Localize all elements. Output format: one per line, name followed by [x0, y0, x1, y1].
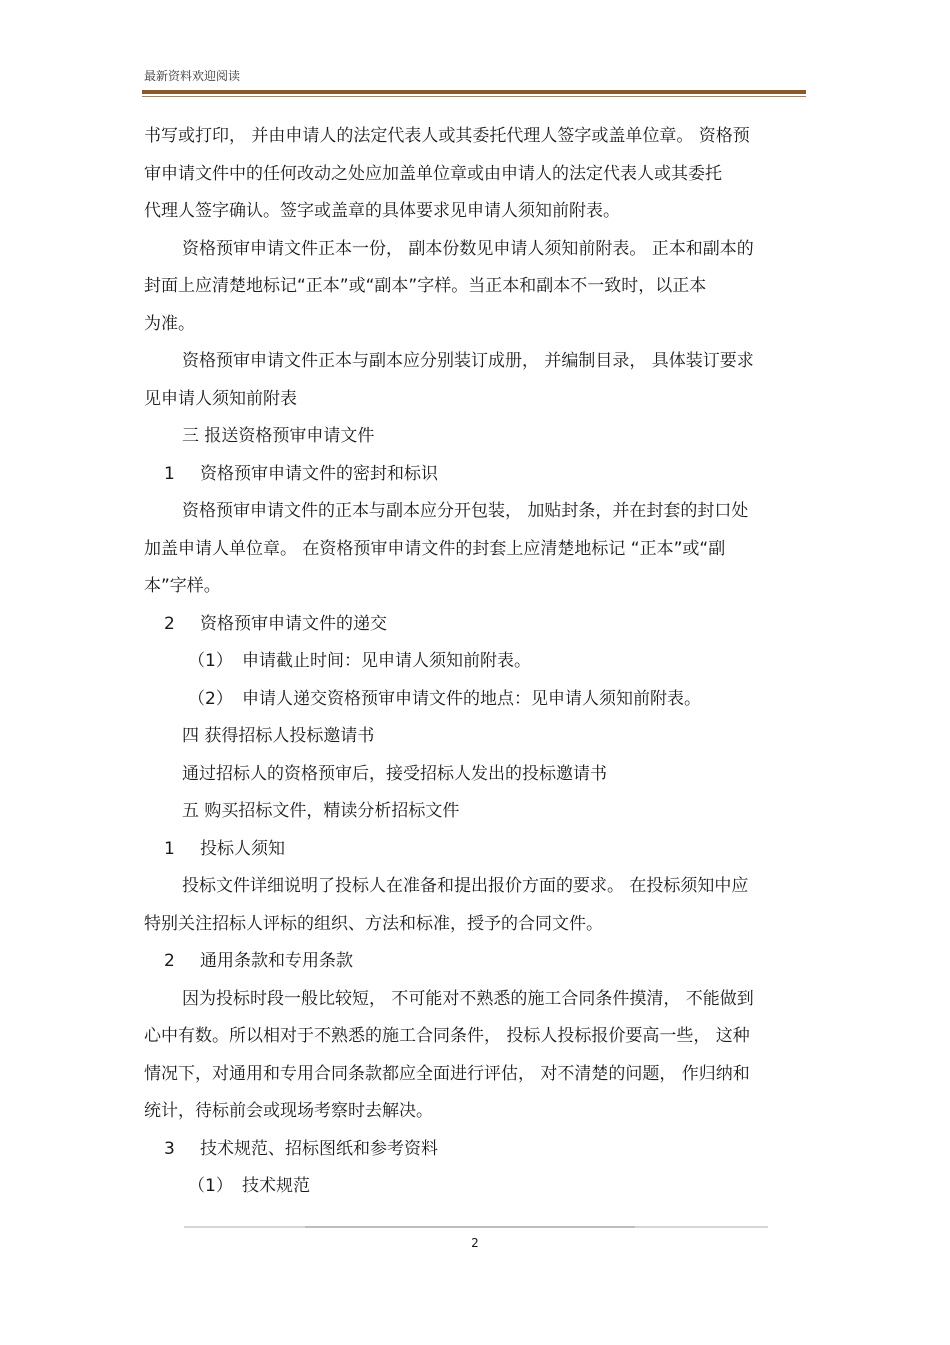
- paragraph-line: 见申请人须知前附表: [144, 388, 297, 409]
- paragraph-line: 代理人签字确认。签字或盖章的具体要求见申请人须知前附表。: [144, 201, 620, 221]
- paragraph-line: 本”字样。: [144, 576, 221, 596]
- sub-item: （1） 技术规范: [144, 1168, 808, 1206]
- numbered-heading: 1 资格预审申请文件的密封和标识: [144, 456, 808, 494]
- item-number: 3: [164, 1138, 175, 1159]
- paragraph-line: 因为投标时段一般比较短， 不可能对不熟悉的施工合同条件摸清， 不能做到: [182, 988, 754, 1009]
- paragraph-line: 资格预审申请文件正本与副本应分别装订成册， 并编制目录， 具体装订要求: [182, 351, 754, 371]
- item-number: 1: [164, 463, 175, 484]
- item-number: 2: [164, 951, 175, 971]
- paragraph-line: 为准。: [144, 313, 195, 334]
- paragraph-line: 通过招标人的资格预审后，接受招标人发出的投标邀请书: [182, 763, 607, 784]
- header-rule: [142, 90, 806, 94]
- sub-item-number: （1）: [188, 651, 233, 671]
- paragraph-line: 封面上应清楚地标记“正本”或“副本”字样。当正本和副本不一致时，以正本: [144, 276, 707, 296]
- document-body: [144, 118, 808, 1206]
- sub-item: （2） 申请人递交资格预审申请文件的地点：见申请人须知前附表。: [144, 681, 808, 719]
- section-heading: 四 获得招标人投标邀请书: [182, 726, 375, 746]
- paragraph-line: 加盖申请人单位章。 在资格预审申请文件的封套上应清楚地标记 “正本”或“副: [144, 538, 726, 559]
- section-heading: 三 报送资格预审申请文件: [182, 426, 375, 446]
- paragraph-line: 投标文件详细说明了投标人在准备和提出报价方面的要求。 在投标须知中应: [182, 876, 749, 896]
- numbered-heading: 2 通用条款和专用条款: [144, 943, 808, 981]
- paragraph-line: 情况下，对通用和专用合同条款都应全面进行评估， 对不清楚的问题， 作归纳和: [144, 1063, 750, 1084]
- paragraph-line: 资格预审申请文件正本一份， 副本份数见申请人须知前附表。 正本和副本的: [182, 238, 754, 259]
- paragraph-line: 资格预审申请文件的正本与副本应分开包装， 加贴封条，并在封套的封口处: [182, 501, 749, 521]
- sub-item-number: （2）: [188, 688, 233, 709]
- page-header-text: 最新资料欢迎阅读: [144, 69, 241, 83]
- footer-rule-center: [305, 1226, 635, 1228]
- item-number: 1: [164, 838, 175, 859]
- page-number: 2: [471, 1236, 479, 1250]
- paragraph-line: 心中有数。所以相对于不熟悉的施工合同条件， 投标人投标报价要高一些， 这种: [144, 1026, 750, 1046]
- sub-item: （1） 申请截止时间：见申请人须知前附表。: [144, 643, 808, 681]
- sub-item-number: （1）: [188, 1176, 233, 1196]
- paragraph-line: 特别关注招标人评标的组织、方法和标准，授予的合同文件。: [144, 913, 603, 934]
- paragraph-line: 统计，待标前会或现场考察时去解决。: [144, 1101, 433, 1121]
- paragraph-line: 书写或打印， 并由申请人的法定代表人或其委托代理人签字或盖单位章。 资格预: [144, 126, 750, 146]
- item-number: 2: [164, 613, 175, 634]
- header-rule-thin: [142, 96, 806, 97]
- numbered-heading: 1 投标人须知: [144, 831, 808, 869]
- numbered-heading: 3 技术规范、招标图纸和参考资料: [144, 1131, 808, 1169]
- paragraph-line: 审申请文件中的任何改动之处应加盖单位章或由申请人的法定代表人或其委托: [144, 163, 722, 184]
- numbered-heading: 2 资格预审申请文件的递交: [144, 606, 808, 644]
- section-heading: 五 购买招标文件，精读分析招标文件: [182, 801, 460, 821]
